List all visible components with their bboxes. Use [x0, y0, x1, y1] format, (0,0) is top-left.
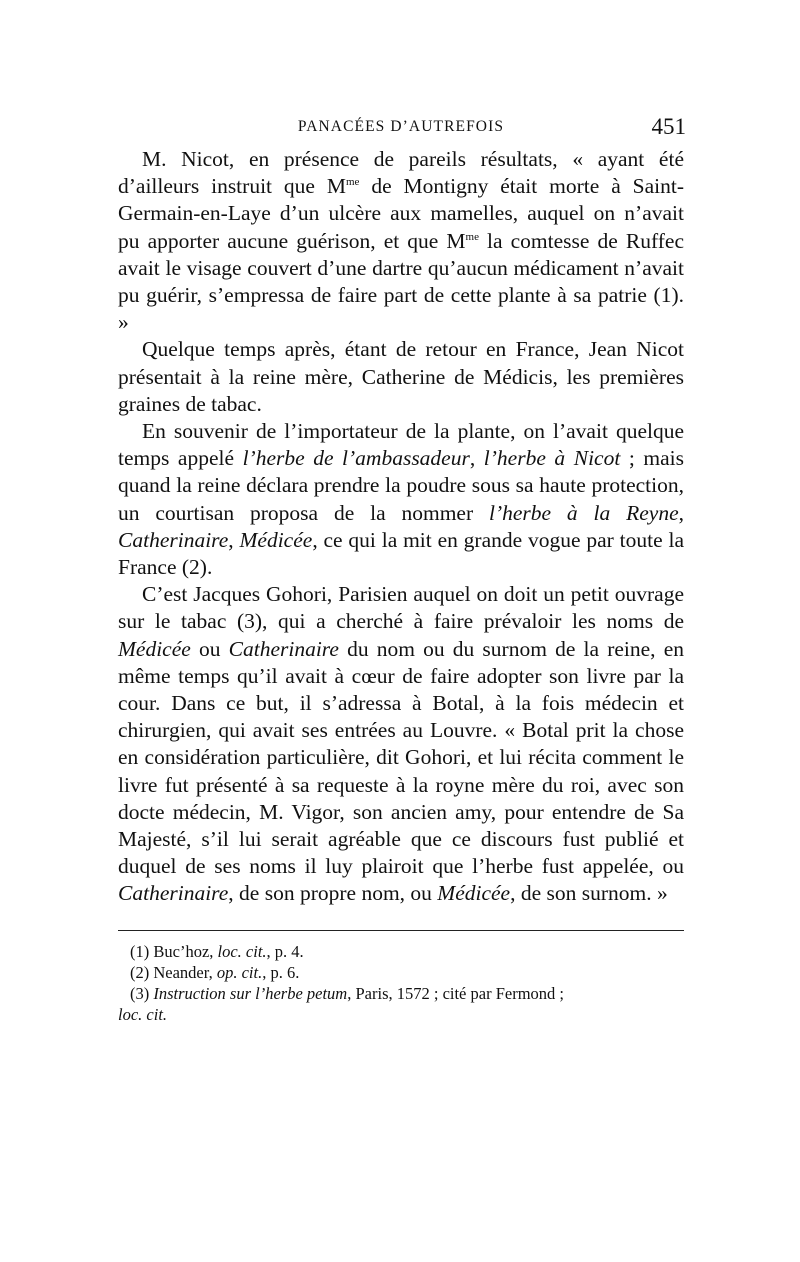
text-run: de Montigny était morte à Saint-Germain-en-Laye d’un ulcère aux mamelles, auquel on n’avait pu apporter aucune guérison, et que M — [118, 174, 684, 253]
paragraph — [118, 146, 684, 336]
footnote — [118, 941, 684, 962]
footnote-text: , p. 4. — [266, 941, 304, 961]
footnote-italic: loc. cit. — [118, 1004, 168, 1024]
text-run: , ce qui la mit en grande vogue par toute la France (2). — [118, 527, 684, 580]
italic-run: Catherinaire — [228, 636, 339, 661]
paragraph — [118, 581, 684, 907]
running-title: PANACÉES D’AUTREFOIS — [297, 118, 505, 135]
italic-run: l’herbe de l’ambassadeur — [242, 446, 470, 471]
text-run: ou — [190, 636, 229, 661]
footnote — [118, 983, 684, 1025]
text-run: du nom ou du surnom de la reine, en même temps qu’il avait à cœur de faire adopter son livre par la cour. Dans ce but, il s’adressa à Botal, à la fois médecin et chirurgien, qui avait ses entrées au Louvre. « Botal prit la chose en considération particulière, dit Gohori, et lui récita comment le livre fut présenté à sa requeste à la royne mère du roi, avec son docte médecin, M. Vigor, son ancien amy, pour entendre de Sa Majesté, s’il lui serait agréable que ce discours fust publié et duquel de ses noms il luy plairoit que l’herbe fust appelée, ou — [118, 636, 684, 879]
text-run: , de son propre nom, ou — [228, 881, 438, 906]
italic-run: Médicée — [118, 636, 191, 661]
text-run: , de son surnom. » — [510, 881, 668, 906]
footnote-text: , Paris, 1572 ; cité par Fermond ; — [347, 983, 564, 1003]
text-run: la comtesse de Ruffec avait le visage couvert d’une dartre qu’aucun médicament n’avait pu guérir, s’empressa de faire part de cette plante à sa patrie (1). » — [118, 228, 684, 335]
text-run: , — [469, 446, 484, 471]
footnote-text: , p. 6. — [262, 962, 300, 982]
footnote-text: (3) — [130, 983, 154, 1003]
book-page — [118, 114, 684, 1025]
italic-run: Catherinaire — [118, 527, 229, 552]
paragraph — [118, 418, 684, 581]
footnote-italic: Instruction sur l’herbe petum — [153, 983, 348, 1003]
superscript: me — [465, 230, 479, 243]
italic-run: l’herbe à Nicot — [483, 446, 621, 471]
footnotes — [118, 941, 684, 1025]
superscript: me — [345, 176, 360, 189]
italic-run: Catherinaire — [118, 881, 229, 906]
italic-run: Médicée — [239, 527, 313, 552]
italic-run: l’herbe à la Reyne — [488, 500, 679, 525]
footnote-text: (2) Neander, — [130, 962, 217, 982]
text-run: C’est Jacques Gohori, Parisien auquel on doit un petit ouvrage sur le tabac (3), qui a cherché à faire prévaloir les noms de — [118, 582, 684, 634]
footnote-rule — [118, 930, 684, 931]
text-run: , — [228, 527, 240, 552]
page-header — [118, 114, 684, 142]
text-run: ; mais quand la reine déclara prendre la poudre sous sa haute protection, un courtisan proposa de la nommer — [118, 446, 685, 525]
page-number: 451 — [651, 114, 686, 139]
body-text — [118, 146, 684, 908]
paragraph: Quelque temps après, étant de retour en France, Jean Nicot présentait à la reine mère, Catherine de Médicis, les premières graines de tabac. — [118, 337, 684, 416]
footnote-italic: op. cit. — [216, 962, 263, 982]
text-run: En souvenir de l’importateur de la plante, on l’avait quelque temps appelé — [118, 419, 684, 471]
footnote-text: (1) Buc’hoz, — [130, 941, 218, 961]
text-run: M. Nicot, en présence de pareils résultats, « ayant été d’ailleurs instruit que M — [118, 147, 684, 199]
text-run: , — [678, 500, 684, 525]
footnote-italic: loc. cit. — [217, 941, 267, 961]
footnote — [118, 962, 684, 983]
italic-run: Médicée — [437, 881, 511, 906]
